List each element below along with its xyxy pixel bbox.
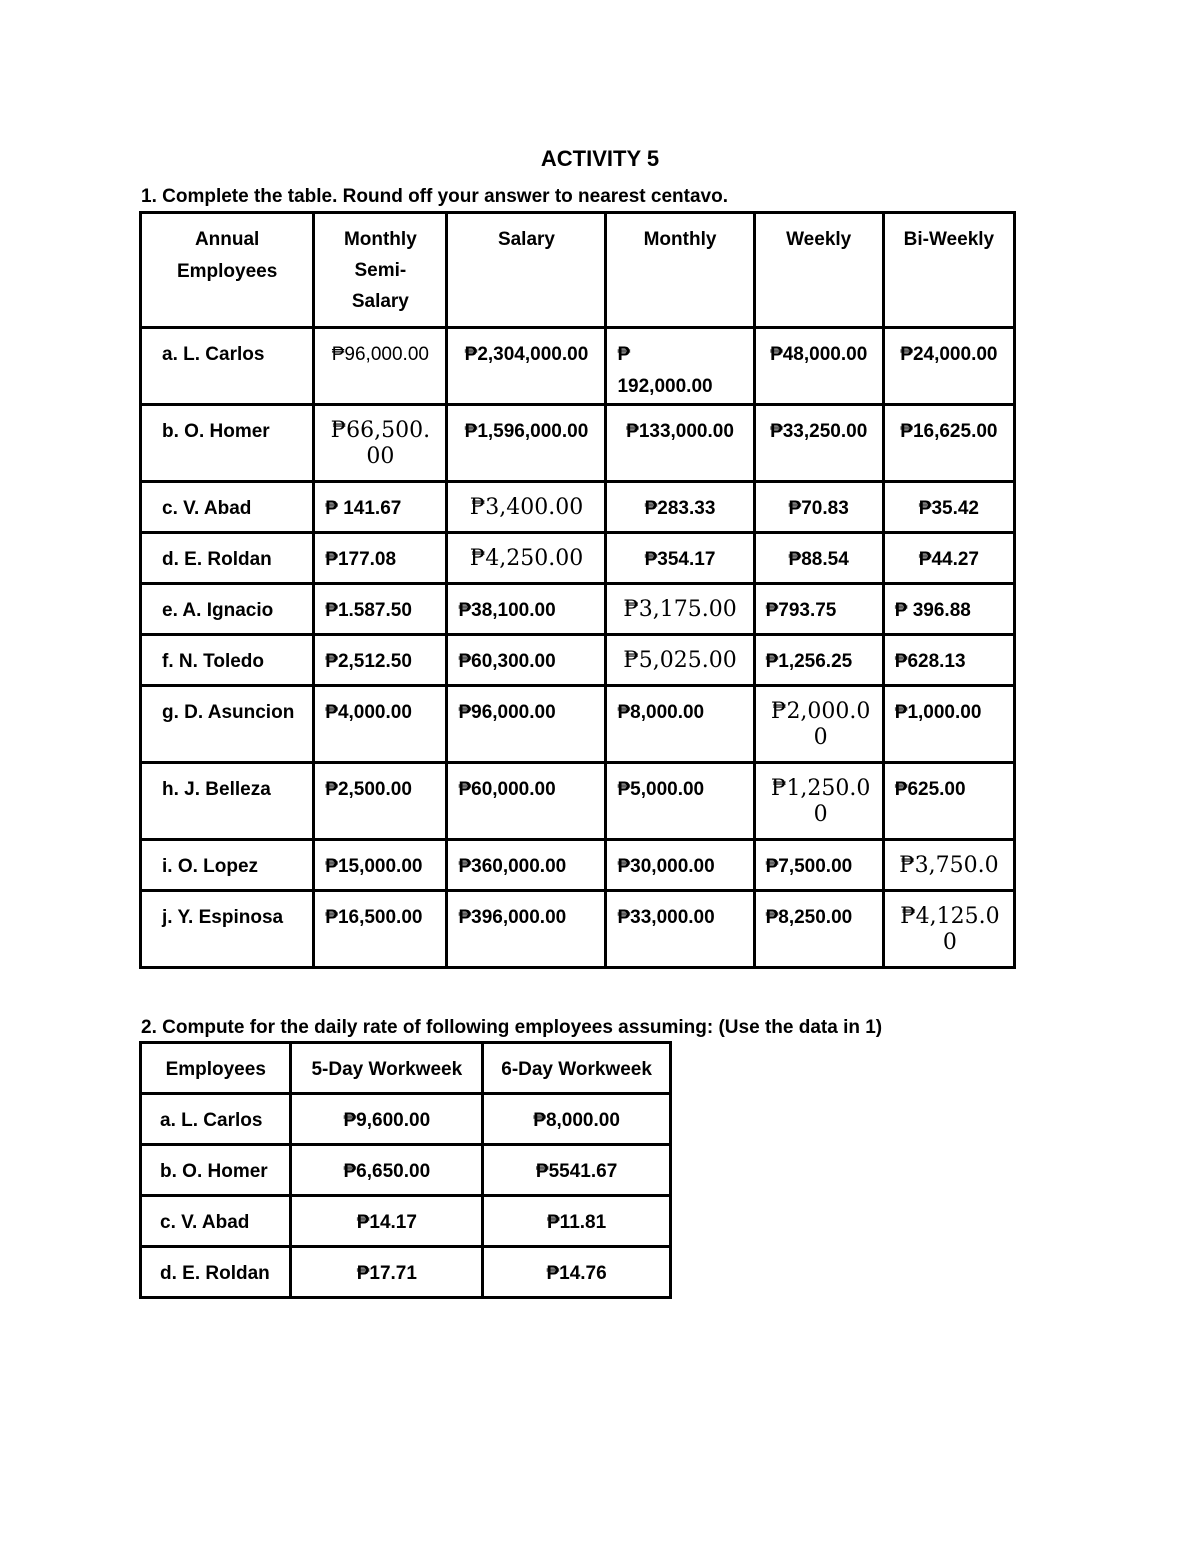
table-row [141, 1145, 671, 1196]
cell: ₱6,650.00 [291, 1145, 483, 1196]
question-2: 2. Compute for the daily rate of following employees assuming: (Use the data in 1) [141, 1017, 883, 1038]
table-row [141, 763, 1015, 840]
cell: ₱1,250.00 [754, 763, 883, 840]
cell: ₱16,500.00 [314, 891, 447, 968]
cell: ₱4,125.00 [883, 891, 1014, 968]
header-cell: Employees [141, 1043, 291, 1094]
cell: ₱ 192,000.00 [606, 328, 754, 405]
cell: ₱60,000.00 [447, 763, 606, 840]
cell: ₱70.83 [754, 482, 883, 533]
table-row [141, 891, 1015, 968]
table-row [141, 482, 1015, 533]
cell: ₱60,300.00 [447, 635, 606, 686]
cell: ₱5541.67 [483, 1145, 671, 1196]
cell: ₱30,000.00 [606, 840, 754, 891]
cell: ₱5,025.00 [606, 635, 754, 686]
cell: ₱96,000.00 [447, 686, 606, 763]
cell: ₱3,400.00 [447, 482, 606, 533]
cell: ₱1.587.50 [314, 584, 447, 635]
cell: ₱1,000.00 [883, 686, 1014, 763]
cell: ₱ 396.88 [883, 584, 1014, 635]
cell: ₱1,596,000.00 [447, 405, 606, 482]
cell: ₱8,000.00 [483, 1094, 671, 1145]
cell: ₱33,250.00 [754, 405, 883, 482]
table-header-row [141, 1043, 671, 1094]
cell: ₱16,625.00 [883, 405, 1014, 482]
cell: d. E. Roldan [141, 533, 314, 584]
cell: ₱628.13 [883, 635, 1014, 686]
cell: j. Y. Espinosa [141, 891, 314, 968]
table-row [141, 584, 1015, 635]
cell: ₱8,000.00 [606, 686, 754, 763]
table-row [141, 533, 1015, 584]
cell: ₱2,500.00 [314, 763, 447, 840]
table-row [141, 1247, 671, 1298]
cell: ₱2,304,000.00 [447, 328, 606, 405]
header-cell: Weekly [754, 213, 883, 328]
header-cell: Annual Employees [141, 213, 314, 328]
cell: ₱283.33 [606, 482, 754, 533]
cell: ₱625.00 [883, 763, 1014, 840]
cell: ₱44.27 [883, 533, 1014, 584]
page-title: ACTIVITY 5 [540, 146, 660, 171]
header-cell: Monthly [606, 213, 754, 328]
daily-rate-table [139, 1041, 672, 1299]
cell: ₱24,000.00 [883, 328, 1014, 405]
cell: a. L. Carlos [141, 328, 314, 405]
cell: c. V. Abad [141, 1196, 291, 1247]
cell: ₱35.42 [883, 482, 1014, 533]
table-row [141, 405, 1015, 482]
cell: f. N. Toledo [141, 635, 314, 686]
cell: ₱177.08 [314, 533, 447, 584]
cell: ₱96,000.00 [314, 328, 447, 405]
cell: c. V. Abad [141, 482, 314, 533]
cell: b. O. Homer [141, 405, 314, 482]
cell: ₱33,000.00 [606, 891, 754, 968]
header-cell: Salary [447, 213, 606, 328]
table-row [141, 686, 1015, 763]
cell: ₱354.17 [606, 533, 754, 584]
cell: ₱360,000.00 [447, 840, 606, 891]
cell: e. A. Ignacio [141, 584, 314, 635]
cell: h. J. Belleza [141, 763, 314, 840]
salary-table [139, 211, 1016, 969]
cell: ₱ 141.67 [314, 482, 447, 533]
cell: ₱396,000.00 [447, 891, 606, 968]
cell: ₱7,500.00 [754, 840, 883, 891]
header-cell: 5-Day Workweek [291, 1043, 483, 1094]
table-header-row [141, 213, 1015, 328]
cell: ₱14.17 [291, 1196, 483, 1247]
cell: ₱15,000.00 [314, 840, 447, 891]
cell: d. E. Roldan [141, 1247, 291, 1298]
cell: ₱17.71 [291, 1247, 483, 1298]
cell: ₱3,175.00 [606, 584, 754, 635]
header-cell: Monthly Semi- Salary [314, 213, 447, 328]
header-cell: Bi-Weekly [883, 213, 1014, 328]
cell: ₱793.75 [754, 584, 883, 635]
table-row [141, 840, 1015, 891]
cell: ₱88.54 [754, 533, 883, 584]
cell: ₱8,250.00 [754, 891, 883, 968]
cell: ₱14.76 [483, 1247, 671, 1298]
cell: ₱2,000.00 [754, 686, 883, 763]
cell: ₱11.81 [483, 1196, 671, 1247]
cell: g. D. Asuncion [141, 686, 314, 763]
cell: ₱1,256.25 [754, 635, 883, 686]
cell: ₱4,250.00 [447, 533, 606, 584]
cell: ₱133,000.00 [606, 405, 754, 482]
table-row [141, 1196, 671, 1247]
cell: a. L. Carlos [141, 1094, 291, 1145]
cell: ₱9,600.00 [291, 1094, 483, 1145]
cell: i. O. Lopez [141, 840, 314, 891]
table-row [141, 635, 1015, 686]
table-row [141, 328, 1015, 405]
cell: ₱5,000.00 [606, 763, 754, 840]
cell: ₱4,000.00 [314, 686, 447, 763]
header-cell: 6-Day Workweek [483, 1043, 671, 1094]
cell: ₱3,750.0 [883, 840, 1014, 891]
question-1: 1. Complete the table. Round off your answer to nearest centavo. [141, 186, 728, 207]
table-row [141, 1094, 671, 1145]
cell: ₱66,500.00 [314, 405, 447, 482]
cell: b. O. Homer [141, 1145, 291, 1196]
cell: ₱2,512.50 [314, 635, 447, 686]
cell: ₱38,100.00 [447, 584, 606, 635]
cell: ₱48,000.00 [754, 328, 883, 405]
